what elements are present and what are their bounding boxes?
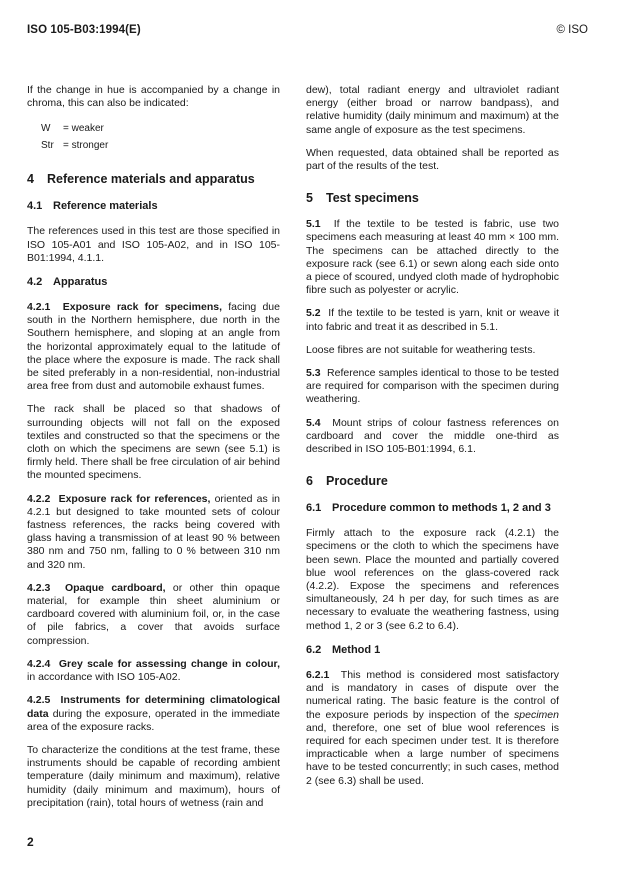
subsection-heading-6-2: 6.2 Method 1 <box>306 643 381 656</box>
paragraph: Firmly attach to the exposure rack (4.2.1) the specimens or the cloth to which the specimens have been sewn. Place the mounted and partially covered blue wool references on the glass-covered rack (4.2.2). Expose the specimens and references simultaneously, 24 h per day, for such times as are necessary to evaluate the weathering fastness, using method 1, 2 or 3 (see 6.2 to 6.4). <box>306 527 559 632</box>
subsection-heading-4-2: 4.2 Apparatus <box>27 276 108 289</box>
copyright: © ISO <box>556 24 588 36</box>
paragraph: The references used in this test are those specified in ISO 105-A01 and ISO 105-A02, and in ISO 105-B01:1994, 4.1.1. <box>27 225 280 264</box>
left-column <box>27 84 280 820</box>
subsection-heading-4-1: 4.1 Reference materials <box>27 200 158 213</box>
abbreviation-list <box>41 120 280 154</box>
clause-5-4: 5.4 Mount strips of colour fastness references on cardboard and cover the middle one-third as described in ISO 105-B01:1994, 6.1. <box>306 416 559 456</box>
section-heading-5: 5 Test specimens <box>306 191 419 206</box>
clause-5-1: 5.1 If the textile to be tested is fabric, use two specimens each measuring at least 40 mm × 100 mm. The specimens can be attached directly to the exposure rack (see 6.1) or sewn along each side onto a piece of scoured, undyed cloth made of hydrophobic fibre such as polyester or acrylic. <box>306 218 559 297</box>
section-heading-6: 6 Procedure <box>306 474 388 489</box>
page-number: 2 <box>27 835 34 849</box>
clause-4-2-1: 4.2.1 Exposure rack for specimens, facing due south in the Northern hemisphere, due north in the Southern hemisphere, and sloping at an angle from the horizontal approximately equal to the latitude of the place where the exposure is made. The rack shall be sited preferably in a non-residential, non-industrial area free from dust and automobile exhaust fumes. <box>27 301 280 393</box>
clause-4-2-5: 4.2.5 Instruments for determining climatological data during the exposure, operated in the immediate area of the exposure racks. <box>27 694 281 733</box>
paragraph: The rack shall be placed so that shadows of surrounding objects will not fall on the exposed textiles and constructed so that the specimens or the cloth on which the specimens are sewn (see 5.1) is firmly held. There shall be free circulation of air behind the mounted specimens. <box>27 403 280 482</box>
paragraph: dew), total radiant energy and ultraviolet radiant energy (either broad or narrow bandpass), and relative humidity (daily minimum and maximum) at the same angle of exposure as the test specimens. <box>306 84 559 136</box>
clause-4-2-2: 4.2.2 Exposure rack for references, oriented as in 4.2.1 but designed to take mounted sets of colour fastness references, the racks being covered with glass having a transmission of at least 90 % between 380 nm and 750 nm, falling to 0 % between 310 nm and 320 nm. <box>27 492 280 571</box>
section-heading-4: 4 Reference materials and apparatus <box>27 172 255 187</box>
clause-4-2-4: 4.2.4 Grey scale for assessing change in colour, in accordance with ISO 105-A02. <box>27 657 280 684</box>
document-id: ISO 105-B03:1994(E) <box>27 24 141 36</box>
clause-5-2: 5.2 If the textile to be tested is yarn, knit or weave it into fabric and treat it as described in 5.1. <box>306 307 559 333</box>
paragraph: Loose fibres are not suitable for weathering tests. <box>306 343 536 356</box>
right-column <box>306 84 559 798</box>
subsection-heading-6-1: 6.1 Procedure common to methods 1, 2 and 3 <box>306 502 551 515</box>
paragraph: When requested, data obtained shall be reported as part of the results of the test. <box>306 146 559 173</box>
paragraph: If the change in hue is accompanied by a change in chroma, this can also be indicated: <box>27 84 280 110</box>
clause-6-2-1: 6.2.1 This method is considered most satisfactory and is mandatory in cases of dispute over the numerical rating. The basic feature is the control of the exposure periods by inspection of the specimen and, therefore, one set of blue wool references is required for each specimen under test. It is therefore impracticable when a large number of specimens have to be tested concurrently; in such cases, method 2 (see 6.3) shall be used. <box>306 668 559 787</box>
abbreviation-item: Str = stronger <box>41 140 109 152</box>
clause-5-3: 5.3 Reference samples identical to those to be tested are required for comparison with the specimen during weathering. <box>306 367 559 406</box>
paragraph: To characterize the conditions at the test frame, these instruments should be capable of recording ambient temperature (daily minimum and maximum), relative humidity (daily minimum and maximum), hours of precipitation (rain), total hours of wetness (rain and <box>27 743 280 809</box>
abbreviation-item: W = weaker <box>41 123 104 135</box>
clause-4-2-3: 4.2.3 Opaque cardboard, or other thin opaque material, for example thin sheet aluminium or cardboard covered with aluminium foil, or, in the case of pile fabrics, a cover that avoids surface compression. <box>27 581 280 647</box>
